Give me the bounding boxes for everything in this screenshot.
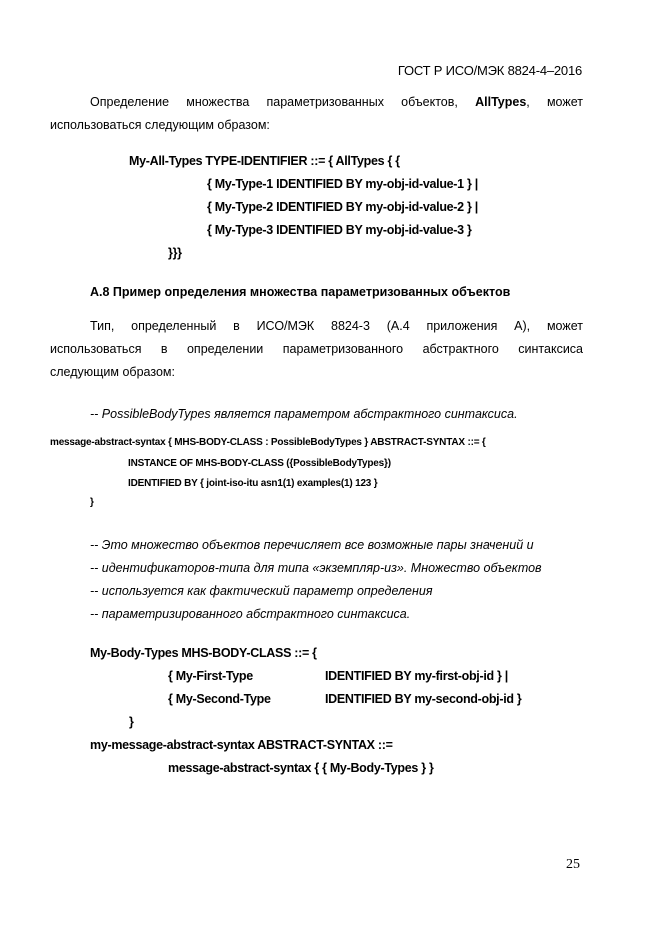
comment-line: -- используется как фактический параметр определения: [90, 584, 433, 598]
code-line: { My-First-Type: [168, 669, 253, 683]
code-line: INSTANCE OF MHS-BODY-CLASS ({PossibleBodyTypes}): [128, 458, 391, 469]
comment-line: -- идентификаторов-типа для типа «экземпляр-из». Множество объектов: [90, 561, 542, 575]
body-paragraph: [50, 315, 583, 384]
code-line: My-All-Types TYPE-IDENTIFIER ::= { AllTypes { {: [129, 154, 400, 168]
intro-text-end: , может: [526, 95, 583, 109]
code-line: IDENTIFIED BY { joint-iso-itu asn1(1) examples(1) 123 }: [128, 478, 378, 489]
code-line: }}}: [168, 246, 182, 260]
comment-line: -- параметризированного абстрактного синтаксиса.: [90, 607, 411, 621]
section-heading: А.8 Пример определения множества параметризованных объектов: [90, 285, 511, 299]
comment-line: -- Это множество объектов перечисляет все возможные пары значений и: [90, 538, 534, 552]
para-line-2: использоваться в определении параметризованного абстрактного синтаксиса: [50, 342, 583, 356]
code-line: IDENTIFIED BY my-first-obj-id } |: [325, 669, 508, 683]
comment-line: -- PossibleBodyTypes является параметром абстрактного синтаксиса.: [90, 407, 518, 421]
code-line: }: [129, 715, 134, 729]
code-line: { My-Type-3 IDENTIFIED BY my-obj-id-value-3 }: [207, 223, 472, 237]
code-line: { My-Type-1 IDENTIFIED BY my-obj-id-value-1 } |: [207, 177, 478, 191]
code-line: IDENTIFIED BY my-second-obj-id }: [325, 692, 522, 706]
alltypes-term: AllTypes: [475, 95, 527, 109]
code-line: { My-Second-Type: [168, 692, 271, 706]
code-line: }: [90, 497, 94, 508]
code-line: message-abstract-syntax { MHS-BODY-CLASS : PossibleBodyTypes } ABSTRACT-SYNTAX ::= {: [50, 437, 486, 448]
code-line: message-abstract-syntax { { My-Body-Types } }: [168, 761, 434, 775]
code-line: My-Body-Types MHS-BODY-CLASS ::= {: [90, 646, 317, 660]
intro-paragraph: [50, 91, 583, 137]
intro-line-1: [50, 91, 583, 114]
standard-header: ГОСТ Р ИСО/МЭК 8824-4–2016: [397, 63, 582, 78]
intro-line-2: использоваться следующим образом:: [50, 118, 270, 132]
page-number: 25: [566, 857, 580, 872]
code-line: { My-Type-2 IDENTIFIED BY my-obj-id-value-2 } |: [207, 200, 478, 214]
intro-text: Определение множества параметризованных объектов,: [90, 95, 458, 109]
code-line: my-message-abstract-syntax ABSTRACT-SYNTAX ::=: [90, 738, 393, 752]
para-line-3: следующим образом:: [50, 365, 175, 379]
para-line-1: Тип, определенный в ИСО/МЭК 8824-3 (А.4 приложения А), может: [90, 319, 583, 333]
